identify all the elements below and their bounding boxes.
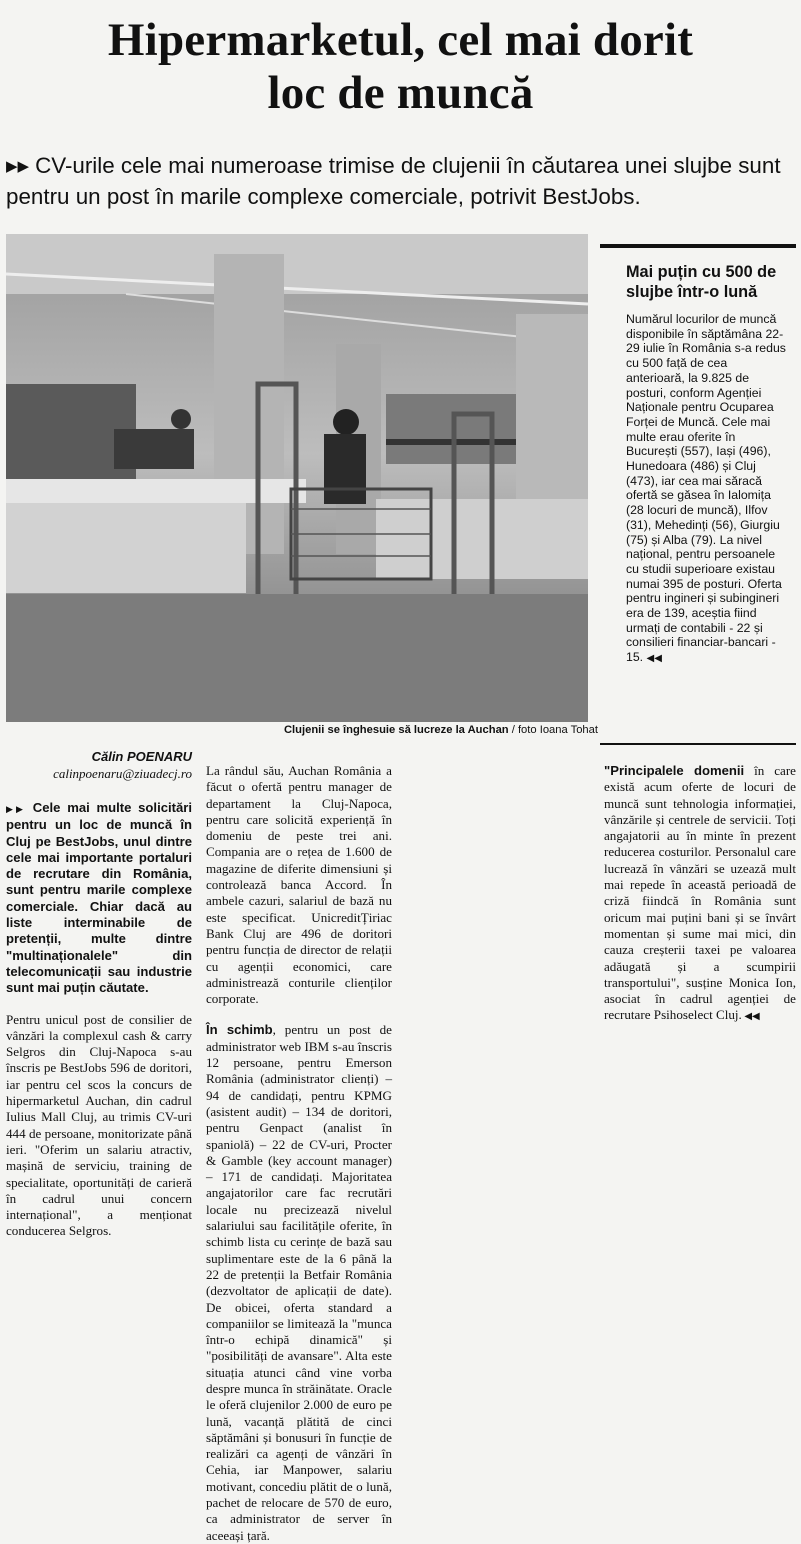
lead-paragraph <box>6 800 192 997</box>
sidebar-box <box>600 244 796 745</box>
author-email[interactable]: calinpoenaru@ziuadecj.ro <box>53 766 192 781</box>
end-mark-icon: ◀◀ <box>741 1011 760 1023</box>
quote-lead: "Principalele domenii <box>604 763 745 778</box>
body-paragraph-1: Pentru unicul post de consilier de vânzări la complexul cash & carry Selgros din Cluj-Napoca s-au înscris pe BestJobs 596 de doritori, iar pentru cel scos la concurs de hipermarketul Auchan, din cadrul Iulius Mall Cluj, au trimis CV-uri 444 de persoane, monitorizate până ieri. "Oferim un salariu atractiv, mașină de serviciu, training de specialitate, oportunități de carieră în cadrul unui concern internațional", a menționat conducerea Selgros. <box>6 1011 192 1239</box>
column-4 <box>604 748 796 1118</box>
quote-text: în care există acum oferte de locuri de muncă sunt tehnologia informației, vânzările și centrele de servicii. Toți angajatorii au în minte în prezent reducerea costurilor. Personalul care lucrează în vânzări se uzează mult mai repede în această perioadă de criză fiindcă în România sunt oricum mai puțini bani și se învârt momentan și sume mai mici, din cauza creșterii taxei pe valoarea adăugată și a scumpirii transportului", susține Monica Ion, asociat în cadrul agenției de recrutare Psihoselect Cluj. <box>604 763 796 1023</box>
paragraph-3-lead: În schimb <box>206 1022 273 1038</box>
column-2 <box>206 748 392 1543</box>
body-paragraph-2: La rândul său, Auchan România a făcut o ofertă pentru manager de departament la Cluj-Napoca, pentru care solicită experiență în domeniu de peste trei ani. Compania are o rețea de 1.600 de magazine de diferite dimensiuni și controlează banca Accord. În ambele cazuri, salariul de bază nu este specificat. UnicreditȚiriac Bank Cluj are 496 de doritori pentru funcția de director de relații cu agenții economici, care administrează conturile clienților corporate. <box>206 763 392 1007</box>
photo-caption <box>250 724 598 736</box>
headline <box>0 14 801 120</box>
sidebar-body-text: Numărul locurilor de muncă disponibile în săptămâna 22-29 iulie în România s-a redus cu 500 față de cea anterioară, la 9.825 de posturi, conform Agenției Naționale pentru Ocuparea Forței de Muncă. Cele mai multe erau oferite în București (557), Iași (496), Hunedoara (486) și Cluj (473), iar cea mai săracă ofertă se găsea în Ialomița (28 locuri de muncă), Ilfov (31), Mehedinți (56), Giurgiu (75) și Alba (79). La nivel național, pentru persoanele cu studii superioare existau numai 395 de posturi. Oferta pentru ingineri și subingineri era de 139, aceștia fiind urmați de contabili - 22 și consilieri financiar-bancari - 15. <box>626 312 786 665</box>
sidebar-title: Mai puțin cu 500 de slujbe într-o lună <box>626 263 777 301</box>
caption-text: Clujenii se înghesuie să lucreze la Auchan <box>283 724 509 736</box>
author-name: Călin POENARU <box>91 749 192 764</box>
caption-credit: / foto Ioana Tohat <box>508 724 598 736</box>
photo <box>6 234 588 722</box>
byline <box>6 748 192 782</box>
supermarket-photo <box>6 234 588 722</box>
double-arrow-icon: ▶▶ <box>6 158 30 175</box>
end-mark-icon: ◀◀ <box>646 653 662 665</box>
dek <box>6 152 796 211</box>
column-1 <box>6 748 193 1239</box>
dek-text: CV-urile cele mai numeroase trimise de clujenii în căutarea unei slujbe sunt pentru un post în marile complexe comerciale, potrivit BestJobs. <box>6 153 781 209</box>
quote-paragraph <box>604 763 796 1026</box>
headline-line-1: Hipermarketul, cel mai dorit <box>107 14 694 66</box>
paragraph-3-text: , pentru un post de administrator web IBM s-au înscris 12 persoane, pentru Emerson România (administrator clienți) – 94 de candidați, pentru KPMG (asistent audit) – 134 de doritori, pentru Genpact (analist în spaniolă) – 22 de CV-uri, Procter & Gamble (key account manager) – 171 de candidați. Majoritatea angajatorilor care fac recrutări locale nu precizează nivelul salariului sau facilitățile oferite, în schimb lista cu cerințe de bază sau suplimentare este de la 6 până la 22 de pretenții la Betfair România (dezvoltator de aplicații de date). De obicei, oferta standard a companiilor se limitează la "munca într-o echipă dinamică" și "posibilități de avansare". Alta este situația atunci când vine vorba despre munca în străinătate. Oracle le oferă clujenilor 2.000 de euro pe lună, vacanță plătită de cinci săptămâni și bonusuri în funcție de realizări ca agenți de vânzări în Cehia, iar Manpower, salariu motivant, concediu plătit de o lună, pachet de relocare de 570 de euro, ca administrator de server în aceeași țară. <box>206 1022 392 1543</box>
headline-line-2: loc de muncă <box>267 67 534 119</box>
double-arrow-icon: ▶▶ <box>6 804 27 814</box>
body-paragraph-3 <box>206 1022 392 1544</box>
sidebar-body <box>626 312 786 667</box>
lead-text: Cele mai multe solicitări pentru un loc de muncă în Cluj pe BestJobs, unul dintre cele mai importante portaluri de recrutare din România, sunt pentru marile complexe comerciale. Chiar dacă au liste interminabile de pretenții, multe dintre "multinaționalele" din telecomunicații sau industrie sunt mai puțin căutate. <box>6 800 193 996</box>
column-3 <box>402 748 590 1118</box>
